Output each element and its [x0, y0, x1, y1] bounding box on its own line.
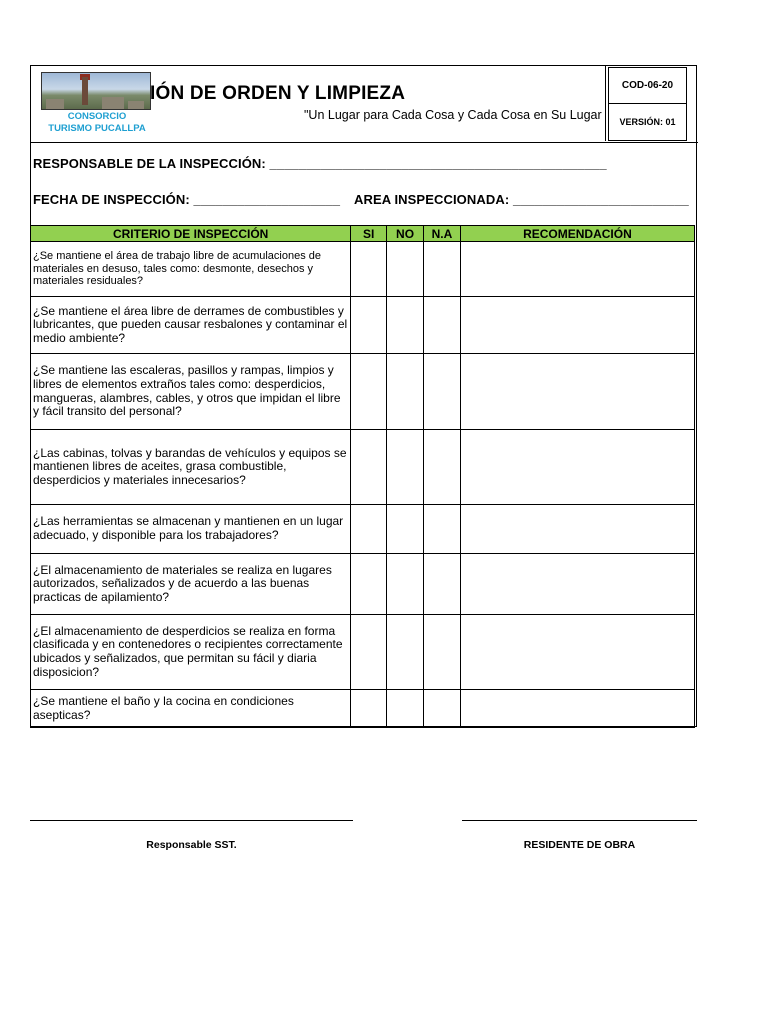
responsable-field[interactable]: RESPONSABLE DE LA INSPECCIÓN: ______________________________________________ [33, 156, 607, 171]
no-cell[interactable] [387, 615, 424, 690]
company-name-line2: TURISMO PUCALLPA [48, 123, 146, 134]
table-row [31, 690, 695, 728]
recommendation-cell[interactable] [460, 615, 694, 690]
table-row [31, 505, 695, 554]
criterion-cell: ¿Las cabinas, tolvas y barandas de vehículos y equipos se mantienen libres de aceites, grasa combustible, desperdicios y materiales innecesarios? [31, 430, 351, 505]
criterion-cell: ¿Se mantiene las escaleras, pasillos y rampas, limpios y libres de elementos extraños tales como: desperdicios, mangueras, alambres, cables, y otros que impidan el libre y fácil transito del personal? [31, 354, 351, 430]
si-cell[interactable] [351, 297, 387, 354]
si-cell[interactable] [351, 242, 387, 297]
criterion-cell: ¿Se mantiene el baño y la cocina en condiciones asepticas? [31, 690, 351, 728]
si-cell[interactable] [351, 554, 387, 615]
na-cell[interactable] [423, 505, 460, 554]
na-cell[interactable] [423, 242, 460, 297]
criterion-cell: ¿Se mantiene el área de trabajo libre de acumulaciones de materiales en desuso, tales como: desmonte, desechos y materiales residuales? [31, 242, 351, 297]
table-row [31, 430, 695, 505]
column-header-no: NO [387, 226, 424, 242]
na-cell[interactable] [423, 430, 460, 505]
criterion-cell: ¿El almacenamiento de desperdicios se realiza en forma clasificada y en contenedores o recipientes correctamente ubicados y señalizados, que permitan su fácil y diaria disposicion? [31, 615, 351, 690]
document-code: COD-06-20 [608, 67, 687, 103]
inspection-table [30, 225, 695, 728]
recommendation-cell[interactable] [460, 354, 694, 430]
document-motto: "Un Lugar para Cada Cosa y Cada Cosa en Su Lugar [304, 108, 602, 122]
column-header-criterio: CRITERIO DE INSPECCIÓN [31, 226, 351, 242]
table-header-row [31, 226, 695, 242]
na-cell[interactable] [423, 554, 460, 615]
document-version: VERSIÓN: 01 [608, 103, 687, 141]
column-header-si: SI [351, 226, 387, 242]
recommendation-cell[interactable] [460, 554, 694, 615]
inspection-sheet [30, 65, 697, 727]
recommendation-cell[interactable] [460, 690, 694, 728]
area-field[interactable]: AREA INSPECCIONADA: ________________________ [354, 192, 689, 207]
si-cell[interactable] [351, 615, 387, 690]
recommendation-cell[interactable] [460, 242, 694, 297]
recommendation-cell[interactable] [460, 297, 694, 354]
table-row [31, 297, 695, 354]
company-name [37, 111, 157, 135]
no-cell[interactable] [387, 354, 424, 430]
si-cell[interactable] [351, 430, 387, 505]
document-header [31, 66, 698, 143]
signature-line-left [30, 820, 353, 821]
table-row [31, 615, 695, 690]
company-logo-photo [41, 72, 151, 110]
si-cell[interactable] [351, 354, 387, 430]
company-name-line1: CONSORCIO [67, 111, 127, 122]
table-row [31, 242, 695, 297]
document-title: IÓN DE ORDEN Y LIMPIEZA [150, 83, 406, 104]
no-cell[interactable] [387, 430, 424, 505]
si-cell[interactable] [351, 505, 387, 554]
column-header-recomendacion: RECOMENDACIÓN [460, 226, 694, 242]
no-cell[interactable] [387, 242, 424, 297]
signature-label-right: RESIDENTE DE OBRA [523, 839, 636, 851]
si-cell[interactable] [351, 690, 387, 728]
recommendation-cell[interactable] [460, 505, 694, 554]
criterion-cell: ¿Las herramientas se almacenan y mantienen en un lugar adecuado, y disponible para los trabajadores? [31, 505, 351, 554]
fecha-field[interactable]: FECHA DE INSPECCIÓN: ____________________ [33, 192, 341, 207]
no-cell[interactable] [387, 690, 424, 728]
signature-line-right [462, 820, 697, 821]
table-row [31, 354, 695, 430]
criterion-cell: ¿Se mantiene el área libre de derrames de combustibles y lubricantes, que pueden causar resbalones y contaminar el medio ambiente? [31, 297, 351, 354]
na-cell[interactable] [423, 297, 460, 354]
signature-label-left: Responsable SST. [146, 839, 237, 851]
table-row [31, 554, 695, 615]
no-cell[interactable] [387, 505, 424, 554]
na-cell[interactable] [423, 354, 460, 430]
criterion-cell: ¿El almacenamiento de materiales se realiza en lugares autorizados, señalizados y de acuerdo a las buenas practicas de apilamiento? [31, 554, 351, 615]
na-cell[interactable] [423, 615, 460, 690]
recommendation-cell[interactable] [460, 430, 694, 505]
no-cell[interactable] [387, 554, 424, 615]
column-header-na: N.A [423, 226, 460, 242]
no-cell[interactable] [387, 297, 424, 354]
na-cell[interactable] [423, 690, 460, 728]
